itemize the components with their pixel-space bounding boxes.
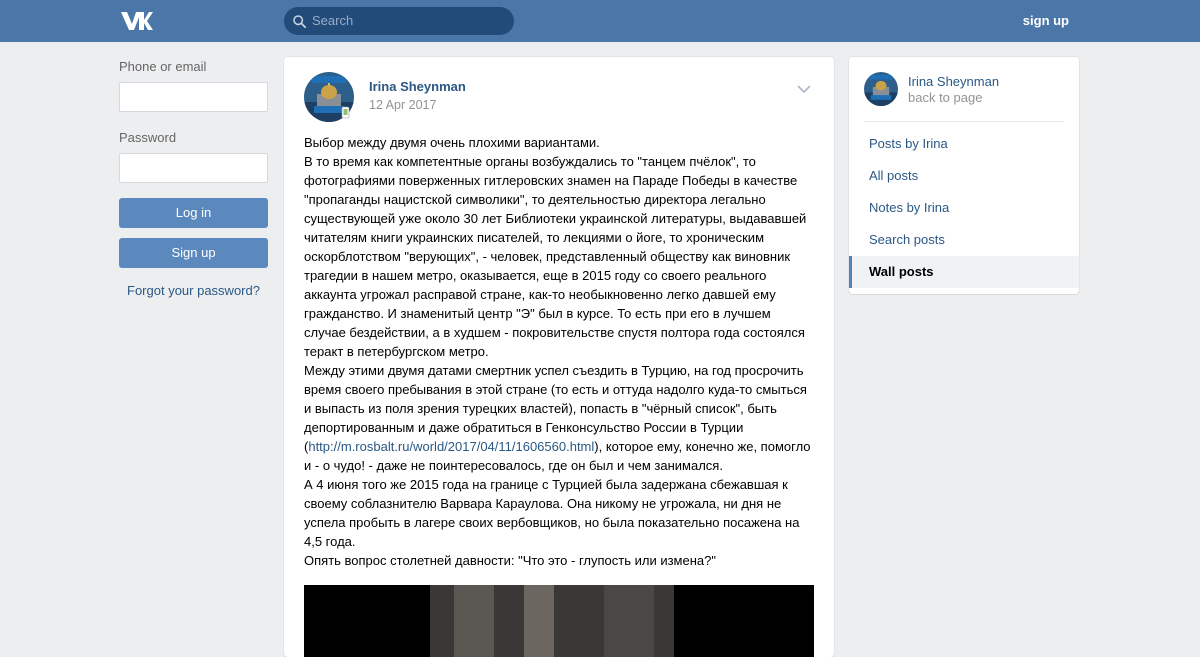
login-form [119,58,268,298]
post-author[interactable]: Irina Sheynman [369,79,466,94]
search-placeholder: Search [312,13,354,28]
museum-avatar-icon[interactable] [304,72,354,122]
sidebar-author[interactable]: Irina Sheynman [908,74,1000,89]
post-paragraph: Выбор между двумя очень плохими вариантами. [304,135,600,150]
sidebar-item-wall-posts[interactable]: Wall posts [849,256,1079,288]
post-paragraph: В то время как компетентные органы возбуждались то "танцем пчёлок", то фотографиями поверженных гитлеровских знамен на Параде Победы в качестве "пропаганды нацистской символики", то деятельностью директора легально существующей уже около 30 лет Библиотеки украинской литературы, выдававшей читателям книги украинских писателей, то лекциями о йоге, то хроническим оскорблотством "верующих", - человек, представленный обществу как виновник трагедии в нашем метро, оказывается, еще в 2015 году со своего реального аккаунта угрожал расправой стране, как-то необыкновенно легко давшей ему гражданство. И знаменитый центр "Э" был в курсе. То есть при его в лучшем случае бездействии, а в худшем - покровительстве спустя полтора года состоялся теракт в петербургском метро. [304,154,807,359]
top-bar [0,0,1200,42]
password-field[interactable] [119,153,268,183]
sidebar-item-posts-by-irina[interactable]: Posts by Irina [869,136,948,151]
video-thumbnail [304,585,814,657]
post-paragraph: Опять вопрос столетней давности: "Что это - глупость или измена?" [304,553,716,568]
wall-post [284,57,834,657]
phone-label: Phone or email [119,59,207,74]
sidebar-menu [849,128,1079,288]
sidebar-item-all-posts[interactable]: All posts [869,168,919,183]
search-input[interactable] [284,7,514,35]
post-link[interactable]: http://m.rosbalt.ru/world/2017/04/11/1606560.html [308,439,595,454]
post-video[interactable] [304,585,814,657]
post-text [304,133,816,570]
post-paragraph [304,361,816,475]
post-text-fragment: Между этими двумя датами смертник успел съездить в Турцию, на год просрочить время своего пребывания в этой стране (то есть и оттуда надолго куда-то смыться и выпасть из поля зрения турецких властей), попасть в "чёрный список", быть депортированным и даже обратиться в Генконсульство России в Турции ( [304,363,807,454]
vk-logo-icon[interactable] [119,9,153,33]
back-to-page-link[interactable]: back to page [908,90,983,105]
post-paragraph: А 4 июня того же 2015 года на границе с Турцией была задержана сбежавшая к своему соблазнителю Варвара Караулова. Она никому не угрожала, ни дня не успела пробыть в лагере своих вербовщиков, но была показательно посажена на 4,5 года. [304,477,800,549]
signup-button[interactable]: Sign up [119,238,268,268]
search-icon [293,15,306,28]
phone-field[interactable] [119,82,268,112]
museum-avatar-icon[interactable] [864,72,898,106]
sidebar-item-search-posts[interactable]: Search posts [869,232,945,247]
divider [864,121,1064,122]
post-text-fragment: ), которое ему, конечно же, помогло и - о чудо! - даже не поинтересовалось, где он был и чем занимался. [304,439,811,473]
chevron-down-icon[interactable] [797,84,811,94]
sidebar [849,57,1079,294]
sign-up-link[interactable]: sign up [1022,13,1069,28]
post-date[interactable]: 12 Apr 2017 [369,98,437,112]
forgot-password-link[interactable]: Forgot your password? [127,283,260,298]
sidebar-item-notes-by-irina[interactable]: Notes by Irina [869,200,950,215]
login-button[interactable]: Log in [119,198,268,228]
password-label: Password [119,130,177,145]
